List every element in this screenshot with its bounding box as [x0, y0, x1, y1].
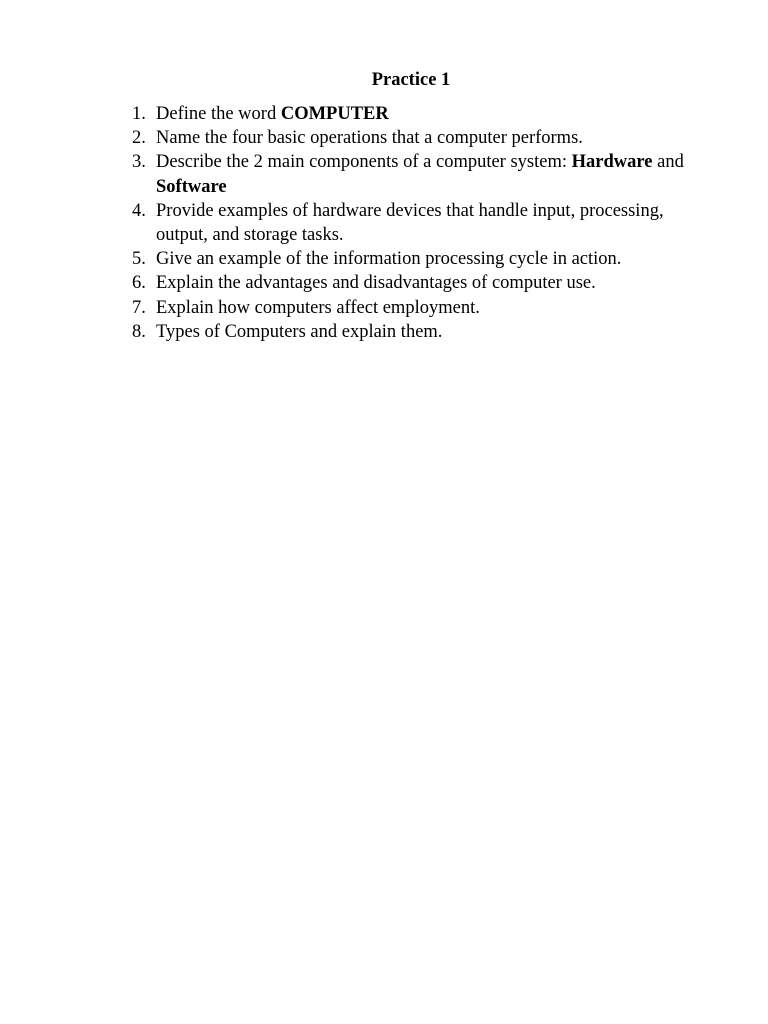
item-number: 2. — [132, 128, 146, 149]
list-item-5 — [130, 247, 720, 271]
item-text: Name the four basic operations that a computer performs. — [156, 128, 583, 149]
item-number: 7. — [132, 297, 146, 318]
list-item-4 — [130, 199, 720, 247]
item-bold-term: COMPUTER — [280, 104, 389, 124]
list-item-6 — [130, 271, 720, 295]
item-bold-term: Hardware — [571, 152, 653, 173]
item-bold-term: Software — [156, 176, 227, 197]
item-text: Explain the advantages and disadvantages of computer use. — [156, 273, 596, 294]
list-item-8 — [130, 320, 720, 344]
list-item-1 — [130, 102, 720, 126]
item-number: 8. — [132, 321, 146, 342]
item-text: Give an example of the information processing cycle in action. — [156, 249, 622, 270]
item-text: Explain how computers affect employment. — [156, 297, 480, 318]
item-number: 1. — [132, 104, 146, 124]
page-title: Practice 1 — [371, 70, 451, 90]
item-text: Provide examples of hardware devices that handle input, processing, output, and storage tasks. — [156, 200, 664, 246]
list-item-7 — [130, 296, 720, 320]
item-number: 5. — [132, 249, 146, 270]
question-list — [130, 102, 720, 344]
item-text: Describe the 2 main components of a computer system: — [156, 152, 572, 173]
item-text: Define the word — [156, 104, 281, 124]
list-item-3 — [130, 150, 720, 198]
item-number: 4. — [132, 200, 146, 221]
item-text: Types of Computers and explain them. — [156, 321, 443, 342]
list-item-2 — [130, 126, 720, 150]
item-number: 3. — [132, 152, 146, 173]
item-number: 6. — [132, 273, 146, 294]
item-text-join: and — [652, 152, 684, 173]
